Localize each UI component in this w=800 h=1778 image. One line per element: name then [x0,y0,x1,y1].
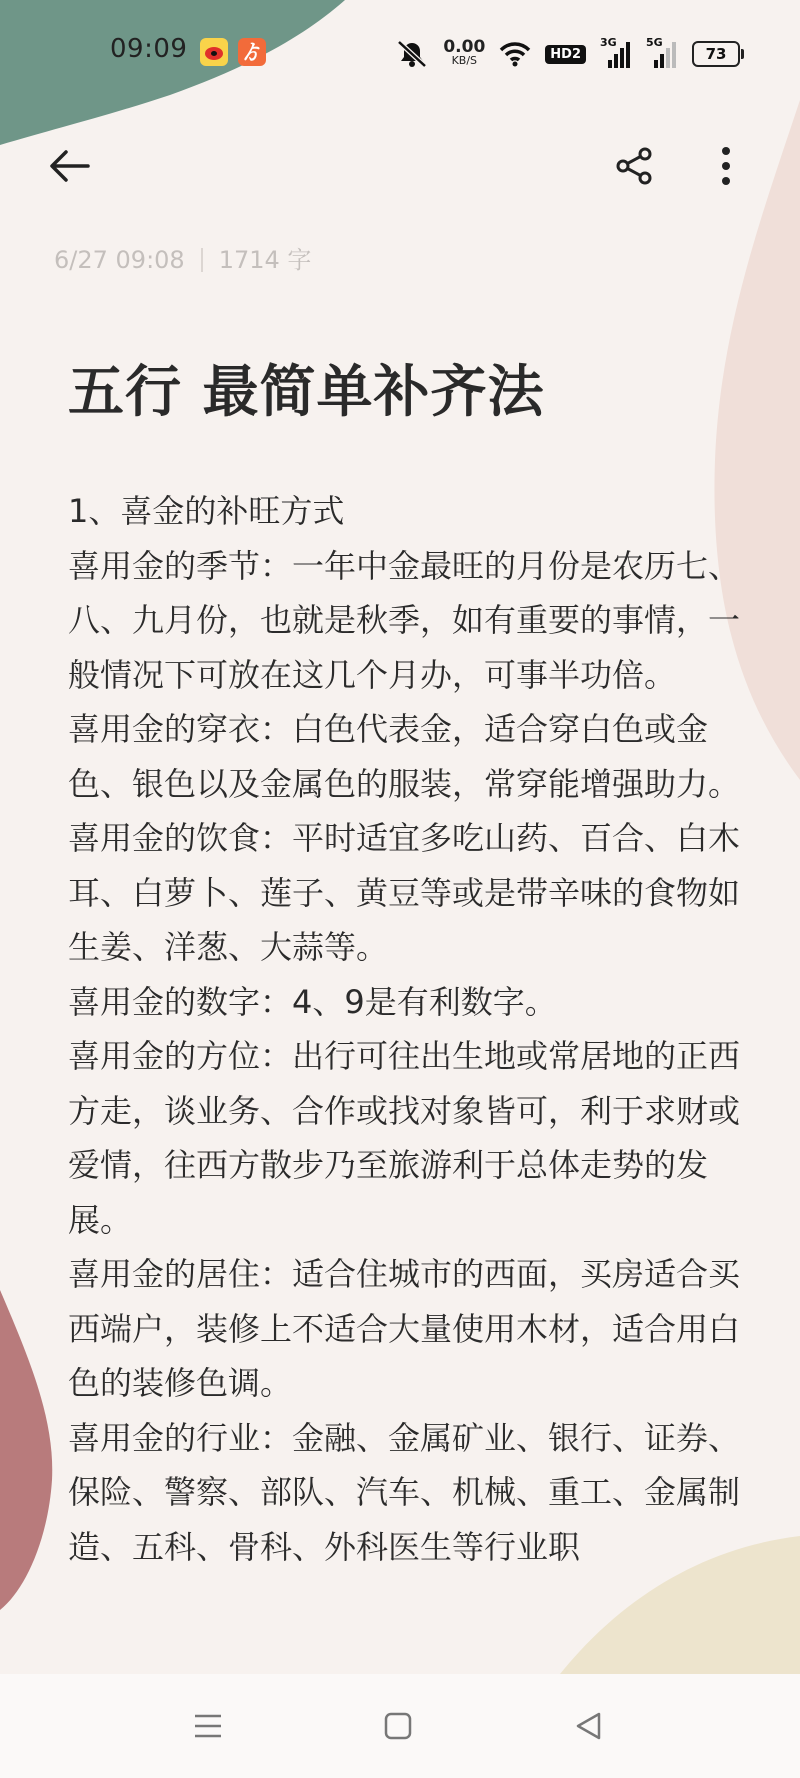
meta-divider [201,248,203,272]
network-speed [443,37,486,68]
net-speed-unit: KB/S [451,54,478,67]
note-paragraph: 喜用金的数字：4、9是有利数字。 [68,982,557,1021]
note-toolbar [0,130,800,202]
status-icons [395,34,740,74]
signal-5g-label: 5G [646,36,663,49]
menu-icon [193,1713,223,1739]
battery-icon [692,41,740,67]
status-time: 09:09 [110,34,188,64]
note-paragraph: 喜用金的行业：金融、金属矿业、银行、证券、保险、警察、部队、汽车、机械、重工、金属制造、五科、骨科、外科医生等行业职 [68,1418,740,1566]
notification-app-icon: ゟ [238,38,266,66]
note-word-count: 1714 字 [218,246,312,274]
note-paragraph: 喜用金的居住：适合住城市的西面，买房适合买西端户，装修上不适合大量使用木材，适合用白色的装修色调。 [68,1255,740,1402]
note-paragraph: 喜用金的饮食：平时适宜多吃山药、百合、白木耳、白萝卜、莲子、黄豆等或是带辛味的食物如生姜、洋葱、大蒜等。 [68,819,740,966]
hd-voice-badge: HD2 [545,45,586,64]
note-paragraph: 喜用金的穿衣：白色代表金，适合穿白色或金色、银色以及金属色的服装，常穿能增强助力。 [68,710,740,803]
signal-3g-icon [600,36,632,68]
battery-level: 73 [705,45,727,63]
mute-icon [395,39,429,69]
note-meta [54,240,311,275]
share-icon [614,146,654,186]
note-paragraph: 喜用金的方位：出行可往出生地或常居地的正西方走，谈业务、合作或找对象皆可，利于求财或爱情，往西方散步乃至旅游利于总体走势的发展。 [68,1037,740,1239]
wifi-icon [499,41,531,67]
system-back-button[interactable] [556,1694,620,1758]
status-bar [0,0,800,108]
back-button[interactable] [40,136,100,196]
signal-3g-label: 3G [600,36,617,49]
arrow-left-icon [48,148,92,184]
net-speed-value: 0.00 [443,37,486,57]
more-vertical-icon [720,146,732,186]
note-paragraph: 喜用金的季节：一年中金最旺的月份是农历七、八、九月份，也就是秋季，如有重要的事情，一般情况下可放在这几个月办，可事半功倍。 [68,546,740,694]
note-date: 6/27 09:08 [54,246,185,274]
more-options-button[interactable] [696,136,756,196]
home-button[interactable] [366,1694,430,1758]
note-title[interactable]: 五行 最简单补齐法 [68,359,545,425]
rose-blob [0,1290,52,1610]
triangle-back-icon [574,1711,602,1741]
weibo-app-icon [200,38,228,66]
system-navigation-bar [0,1674,800,1778]
signal-5g-icon [646,36,678,68]
note-paragraph: 1、喜金的补旺方式 [68,492,345,530]
home-square-icon [384,1712,412,1740]
share-button[interactable] [604,136,664,196]
recent-apps-button[interactable] [176,1694,240,1758]
note-body[interactable] [68,484,740,1650]
